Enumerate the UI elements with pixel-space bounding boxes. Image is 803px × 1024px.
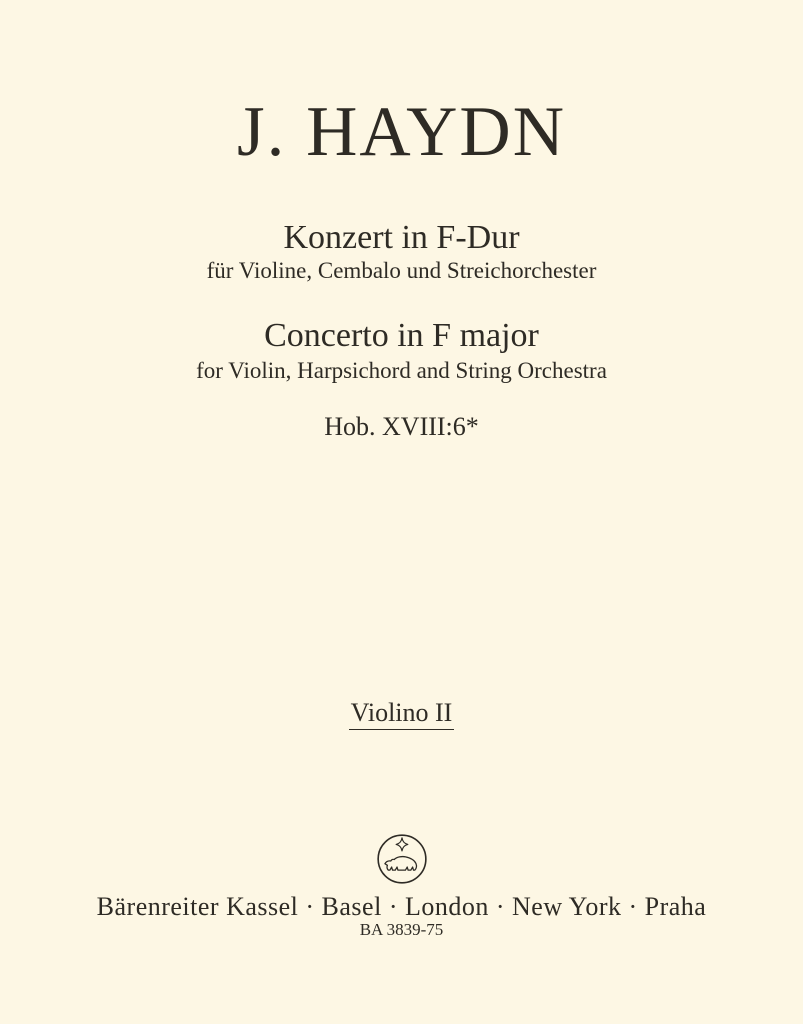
work-title-german: Konzert in F-Dur [283, 219, 520, 256]
logo-bear-icon [384, 857, 416, 871]
part-name-label: Violino II [349, 700, 455, 730]
work-title-english: Concerto in F major [264, 317, 539, 354]
part-name-line [0, 700, 803, 730]
publisher-cities-line: Bärenreiter Kassel · Basel · London · New York · Praha [96, 892, 707, 921]
hoboken-catalog-number: Hob. XVIII:6* [324, 412, 479, 441]
logo-circle [378, 835, 426, 883]
logo-star-icon [396, 838, 408, 851]
publisher-logo-area [0, 832, 803, 891]
baerenreiter-bear-logo-icon [375, 832, 429, 886]
plate-number: BA 3839-75 [359, 920, 444, 939]
composer-name: J. HAYDN [237, 93, 566, 171]
instrumentation-german: für Violine, Cembalo und Streichorchester [206, 258, 597, 283]
instrumentation-english: for Violin, Harpsichord and String Orchestra [196, 358, 607, 383]
